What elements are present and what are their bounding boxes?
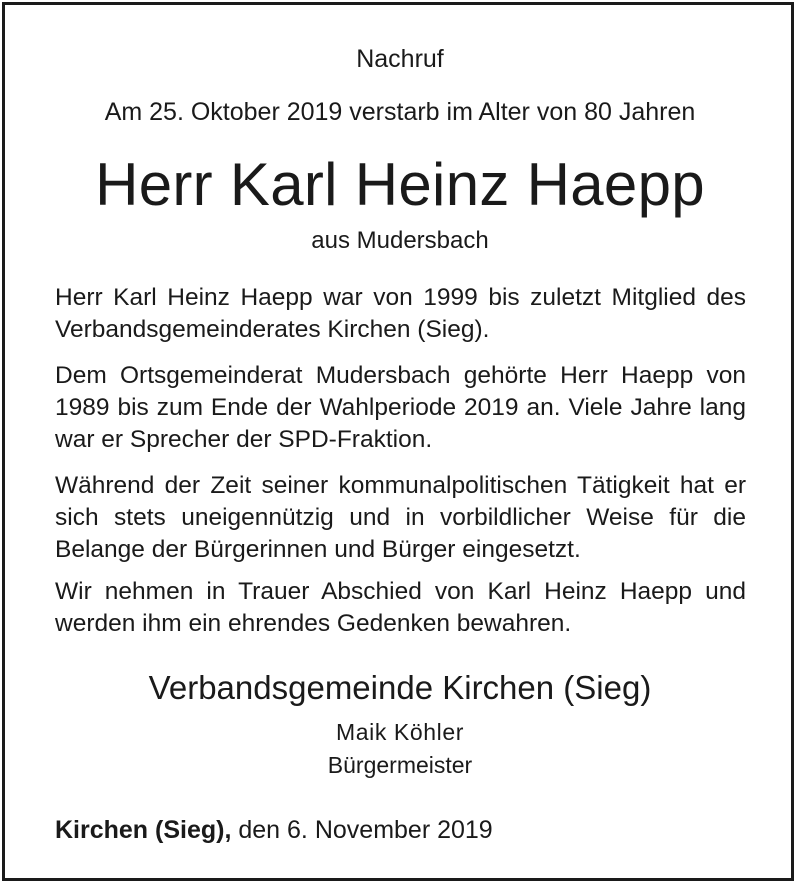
- footer-date: den 6. November 2019: [238, 816, 493, 844]
- deceased-origin: aus Mudersbach: [311, 227, 489, 254]
- notice-heading: Nachruf: [356, 45, 444, 73]
- signer-name: Maik Köhler: [335, 719, 465, 745]
- organization-name: Verbandsgemeinde Kirchen (Sieg): [148, 669, 652, 706]
- death-announcement: Am 25. Oktober 2019 verstarb im Alter von 80 Jahren: [104, 98, 696, 126]
- paragraph-membership: Herr Karl Heinz Haepp war von 1999 bis zuletzt Mitglied des Verbandsgemeinderates Kirchen (Sieg).: [55, 284, 746, 343]
- paragraph-farewell: Wir nehmen in Trauer Abschied von Karl Heinz Haepp und werden ihm ein ehrendes Gedenken bewahren.: [55, 578, 746, 637]
- signer-title: Bürgermeister: [327, 752, 473, 778]
- deceased-name: Herr Karl Heinz Haepp: [95, 151, 705, 218]
- paragraph-council: Dem Ortsgemeinderat Mudersbach gehörte Herr Haepp von 1989 bis zum Ende der Wahlperiode 2019 an. Viele Jahre lang war er Sprecher der SPD-Fraktion.: [55, 362, 746, 453]
- place-date-line: [55, 815, 493, 845]
- footer-place: Kirchen (Sieg),: [55, 816, 232, 844]
- paragraph-service: Während der Zeit seiner kommunalpolitischen Tätigkeit hat er sich stets uneigennützig und in vorbildlicher Weise für die Belange der Bürgerinnen und Bürger eingesetzt.: [55, 472, 746, 563]
